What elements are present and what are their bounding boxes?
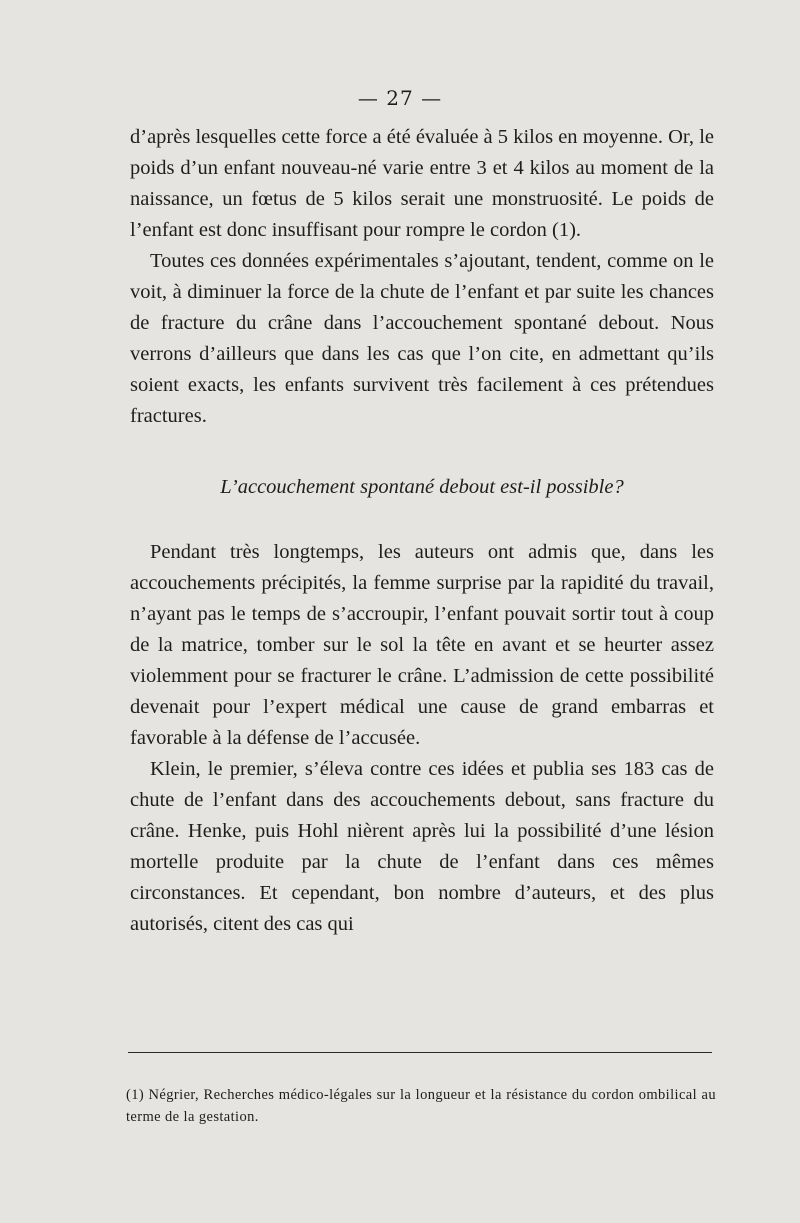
paragraph-2: Toutes ces données expérimentales s’ajoutant, tendent, comme on le voit, à diminuer la force de la chute de l’enfant et par suite les chances de fracture du crâne dans l’accouchement spontané debout. Nous verrons d’ailleurs que dans les cas que l’on cite, en admettant qu’ils soient exacts, les enfants survivent très facilement à ces prétendues fractures. xyxy=(130,250,714,427)
page-number: — 27 — xyxy=(357,86,443,110)
paragraph-1: d’après lesquelles cette force a été évaluée à 5 kilos en moyenne. Or, le poids d’un enfant nouveau-né varie entre 3 et 4 kilos au moment de la naissance, un fœtus de 5 kilos serait une monstruosité. Le poids de l’enfant est donc insuffisant pour rompre le cordon (1). xyxy=(130,126,714,241)
body-text xyxy=(130,122,714,940)
footnote: (1) Négrier, Recherches médico-légales sur la longueur et la résistance du cordon ombilical au terme de la gestation. xyxy=(126,1087,716,1125)
footnote-divider xyxy=(128,1052,712,1053)
paragraph-4: Klein, le premier, s’éleva contre ces idées et publia ses 183 cas de chute de l’enfant dans des accouchements debout, sans fracture du crâne. Henke, puis Hohl nièrent après lui la possibilité d’une lésion mortelle produite par la chute de l’enfant dans ces mêmes circonstances. Et cependant, bon nombre d’auteurs, et des plus autorisés, citent des cas qui xyxy=(130,758,714,935)
paragraph-3: Pendant très longtemps, les auteurs ont admis que, dans les accouchements précipités, la femme surprise par la rapidité du travail, n’ayant pas le temps de s’accroupir, l’enfant pouvait sortir tout à coup de la matrice, tomber sur le sol la tête en avant et se heurter assez violemment pour se fracturer le crâne. L’admission de cette possibilité devenait pour l’expert médical une cause de grand embarras et favorable à la défense de l’accusée. xyxy=(130,541,714,749)
section-heading: L’accouchement spontané debout est-il possible? xyxy=(220,476,624,498)
